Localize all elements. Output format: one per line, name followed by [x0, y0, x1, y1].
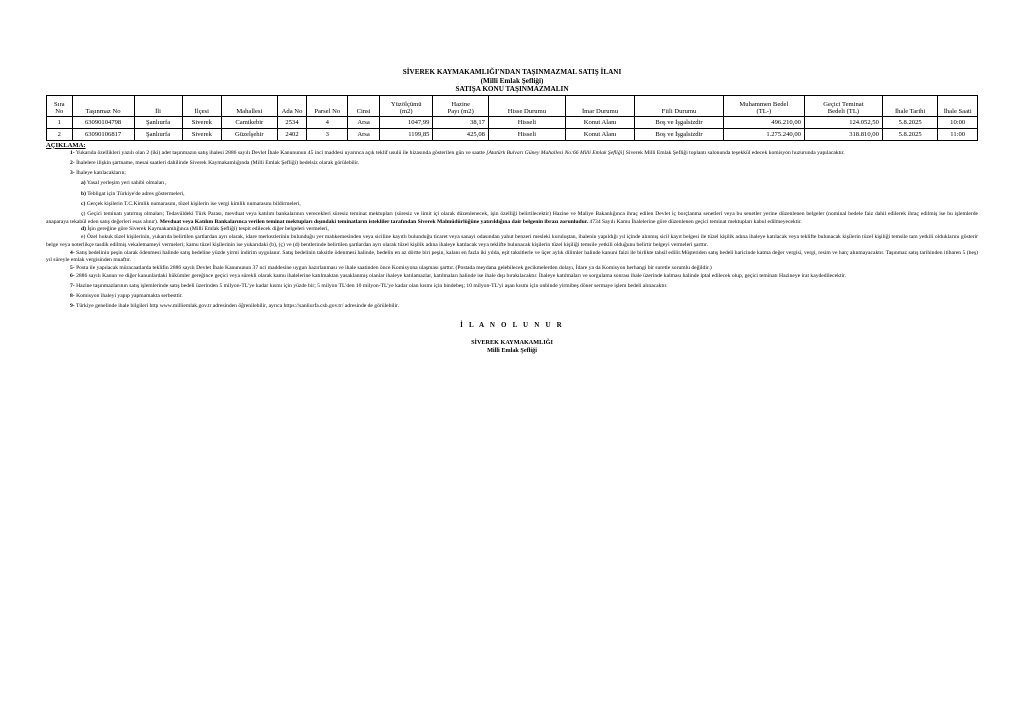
table-cell: Arsa	[348, 116, 380, 128]
column-header	[723, 95, 804, 116]
column-header-line-1: Yüzölçümü	[390, 100, 422, 108]
table-cell: 2402	[277, 128, 307, 140]
column-header-line-1	[279, 101, 306, 108]
column-header-line-2: İhale Tarihi	[894, 108, 926, 116]
column-header	[433, 95, 489, 116]
signature-block	[46, 339, 978, 355]
table-cell: Boş ve İşgalsizdir	[635, 128, 724, 140]
table-cell: Güzelşehir	[222, 128, 278, 140]
column-header-line-1: Hazine	[451, 100, 471, 108]
table-cell: 11:00	[938, 128, 978, 140]
item-8: 8- Komisyon ihaleyi yapıp yapmamakta serbesttir.	[70, 293, 183, 300]
announcement-title	[46, 68, 978, 94]
table-cell: 1047,99	[380, 116, 433, 128]
table-cell: 3	[307, 128, 348, 140]
table-body	[47, 116, 978, 140]
table-cell: Boş ve İşgalsizdir	[635, 116, 724, 128]
table-cell: 5.8.2025	[882, 128, 938, 140]
column-header	[488, 95, 565, 116]
column-header	[882, 95, 938, 116]
column-header-line-2: Fiili Durumu	[661, 108, 697, 116]
table-cell: Konut Alanı	[565, 116, 634, 128]
column-header-line-2: Mahallesi	[236, 108, 263, 116]
item-3e: e) Özel hukuk tüzel kişilerinin, yukarıda belirtilen şartlardan ayrı olarak, idare merkezlerinin bulunduğu yer mahkemesinden veya siciline kayıtlı bulunduğu ticaret veya sanayi odasından yahut benzeri mesleki kuruluştan, ihalenin yapıldığı yıl içinde alınmış sicil kayıt belgesi ile tüzel kişilik adına ihaleye katılacak veya teklifte bulunacak kişilerin tüzel kişiliği temsile tam yetkili olduklarını gösterir belge veya noterlikçe tasdik edilmiş vekaletnameyi vermeleri; kamu tüzel kişilerinin ise yukarıdaki (b), (ç) ve (d) bentlerinde belirtilen şartlardan ayrı olarak tüzel kişilik adına ihaleye katılacak veya teklifte bulunacak kişilerin tüzel kişiliği temsile yetkili olduğunu belirtir belgeyi vermeleri şarttır.	[46, 234, 978, 248]
item-7: 7- Hazine taşınmazlarının satış işlemlerinde satış bedeli üzerinden 5 milyon-TL'ye kadar kısmı için yüzde bir; 5 milyon TL'den 10 milyon-TL'ye kadar olan kısmı için bindebeş; 10 milyon-TL'yi aşan kısmı için onbinde yirmibeş döner sermaye işlem bedeli alınacaktır.	[70, 282, 668, 289]
column-header-line-2: Hisse Durumu	[507, 108, 546, 116]
table-row	[47, 116, 978, 128]
table-cell: 1.275.240,00	[723, 128, 804, 140]
signature-line-2: Milli Emlak Şefliği	[487, 346, 537, 354]
table-cell: 1199,85	[380, 128, 433, 140]
column-header-line-2: Cinsi	[356, 108, 371, 116]
item-3cc: ç) Geçici teminatı yatırmış olmaları; Tedavüldeki Türk Parası, mevduat veya katılım bankalarının verecekleri süresiz teminat mektupları (süresiz ve limit içi olarak düzenlenecek, işin özelliği belirtilecektir) Hazine ve Maliye Bakanlığınca ihraç edilen Devlet iç borçlanma senetleri veya bu senetler yerine düzenlenen belgeler (nominal bedele faiz dahil edilerek ihraç edilmiş ise bu işlemlerde anaparaya tekabül eden satış değerleri esas alınır). Mevduat veya Katılım Bankalarınca verilen teminat mektupları dışındaki teminatların istekliler tarafından Siverek Malmüdürlüğüne yatırıldığına dair belgenin ibrazı zorunludur. 4734 Sayılı Kamu İhalelerine göre düzenlenen geçici teminat mektupları kabul edilmeyecektir.	[46, 211, 978, 225]
column-header-line-1	[490, 101, 564, 108]
item-3: 3- İhaleye katılacakların;	[70, 170, 126, 177]
column-header-line-1	[74, 101, 133, 108]
column-header-line-2: Parsel No	[314, 108, 341, 116]
table-cell: 4	[307, 116, 348, 128]
table-cell: 2	[47, 128, 73, 140]
table-cell: Siverek	[182, 116, 222, 128]
table-cell: 425,08	[433, 128, 489, 140]
announcement-page	[46, 68, 978, 355]
table-cell: Konut Alanı	[565, 128, 634, 140]
property-table	[46, 95, 978, 141]
table-cell: 496.210,00	[723, 116, 804, 128]
column-header	[182, 95, 222, 116]
column-header	[47, 95, 73, 116]
column-header-line-1: Geçici Teminat	[823, 100, 864, 108]
table-cell: 63090106817	[72, 128, 134, 140]
column-header-line-2: Taşınmaz No	[85, 108, 121, 116]
item-9: 9- Türkiye genelinde ihale bilgileri http www.milliemlak.gov.tr adresinden öğrenilebilir, ayrıca https://sanliurfa.csb.gov.tr/ adresinde de görülebilir.	[70, 303, 400, 310]
column-header	[222, 95, 278, 116]
column-header-line-1	[567, 101, 633, 108]
column-header-line-2: (TL-)	[756, 108, 772, 116]
column-header-line-1: Muhammen Bedel	[739, 100, 789, 108]
column-header-line-2: İmar Durumu	[581, 108, 619, 116]
column-header	[565, 95, 634, 116]
column-header	[307, 95, 348, 116]
column-header-line-1	[223, 101, 276, 108]
item-6: 6- 2886 sayılı Kanun ve diğer kanunlardaki hükümler gereğince geçici veya sürekli olarak kamu ihalelerine katılmaktan yasaklanmış olanlar ihaleye katılamazlar, katılmaları halinde ise ihale dışı bırakılacaktır. İhaleye katılmaları ve sorgulama sonrası ihale üzerinde kalması halinde iptal edilecek olup, geçici teminatı Hazineye irat kaydedilecektir.	[70, 272, 846, 279]
table-cell: Hisseli	[488, 116, 565, 128]
table-cell: Hisseli	[488, 128, 565, 140]
table-cell: 10:00	[938, 116, 978, 128]
item-3a: a) Yasal yerleşim yeri sahibi olmaları,	[81, 180, 166, 187]
table-cell: Şanlıurfa	[134, 116, 182, 128]
item-5: 5- Posta ile yapılacak müracaatlarda teklifin 2886 sayılı Devlet İhale Kanununun 37 nci maddesine uygun hazırlanması ve ihale saatinden önce Komisyona ulaşması şarttır. (Postada meydana gelebilecek gecikmelerden dolayı, İdare ya da Komisyon herhangi bir suretle sorumlu değildir.)	[70, 264, 712, 271]
item-3d: d) İşin gereğine göre Siverek Kaymakamlığınca (Milli Emlak Şefliği) tespit edilecek diğer belgeleri vermeleri,	[81, 226, 329, 233]
column-header	[277, 95, 307, 116]
table-cell: 1	[47, 116, 73, 128]
title-line-2: (Milli Emlak Şefliği)	[480, 76, 544, 85]
item-3b: b) Tebligat için Türkiye'de adres göstermeleri,	[81, 190, 185, 197]
column-header	[380, 95, 433, 116]
column-header-line-1	[939, 101, 976, 108]
table-cell: 2534	[277, 116, 307, 128]
column-header-line-1	[884, 101, 937, 108]
aciklama-heading: AÇIKLAMA:	[46, 141, 86, 149]
signature-line-1: SİVEREK KAYMAKAMLIĞI	[471, 338, 553, 346]
item-4: 4- Satış bedelinin peşin olarak ödenmesi halinde satış bedeline yüzde yirmi indirim uygulanır. Satış bedelinin taksitle ödenmesi halinde, bedelin en az dörtte biri peşin, kalanı en fazla iki yılda, eşit taksitlerle ve üçer aylık dilimler halinde kanuni faizi ile birlikte tahsil edilir.Müşteriden satış bedeli haricinde katma değer vergisi, vergi, resim ve harç alınmayacaktır. Taşınmaz satış tarihinden itibaren 5 (beş) yıl süreyle emlak vergisinden muaftır.	[46, 249, 978, 264]
column-header-line-1	[184, 101, 221, 108]
column-header	[938, 95, 978, 116]
column-header-line-2: İlçesi	[194, 108, 209, 116]
table-cell: 63090104798	[72, 116, 134, 128]
column-header-line-1	[136, 101, 181, 108]
title-line-3: SATIŞA KONU TAŞINMAZMALIN	[455, 85, 569, 94]
column-header-line-2: İhale Saati	[943, 108, 972, 116]
column-header-line-2: İli	[155, 108, 161, 116]
table-cell: 318.810,00	[804, 128, 882, 140]
title-line-1: SİVEREK KAYMAKAMLIĞI'NDAN TAŞINMAZMAL SATIŞ İLANI	[402, 68, 622, 76]
column-header-line-2: (m2)	[399, 108, 413, 116]
column-header	[134, 95, 182, 116]
column-header	[348, 95, 380, 116]
column-header-line-2: Payı (m2)	[447, 108, 474, 116]
ilan-olunur: İ L A N O L U N U R	[460, 320, 564, 329]
table-cell: Siverek	[182, 128, 222, 140]
table-row	[47, 128, 978, 140]
column-header-line-2: Bedeli (TL)	[827, 108, 860, 116]
table-header-row	[47, 95, 978, 116]
column-header-line-1	[349, 101, 378, 108]
table-cell: 124.052,50	[804, 116, 882, 128]
table-cell: 38,17	[433, 116, 489, 128]
column-header-line-1	[636, 101, 722, 108]
column-header	[635, 95, 724, 116]
column-header-line-1	[308, 101, 346, 108]
column-header-line-2: Ada No	[281, 108, 303, 116]
item-1: 1- Yukarıda özellikleri yazılı olan 2 (iki) adet taşınmazın satış ihalesi 2886 sayılı Devlet İhale Kanununun 45 inci maddesi uyarınca açık teklif usulü ile hizasında gösterilen gün ve saatte [Atatürk Bulvarı Güney Mahallesi No:66 Milli Emlak Şefliği] Siverek Milli Emlak Şefliği toplantı salonunda teşekkül edecek komisyon huzurunda yapılacaktır.	[70, 149, 845, 156]
column-header-line-1: Sıra	[53, 100, 65, 108]
column-header-line-2: No	[55, 108, 64, 116]
table-cell: Arsa	[348, 128, 380, 140]
item-2: 2- İhalelere ilişkin şartname, mesai saatleri dahilinde Siverek Kaymakamlığında (Milli Emlak Şefliği) bedelsiz olarak görülebilir.	[70, 159, 360, 166]
table-cell: Şanlıurfa	[134, 128, 182, 140]
table-cell: Camikebir	[222, 116, 278, 128]
item-3c: c) Gerçek kişilerin T.C.Kimlik numarasını, tüzel kişilerin ise vergi kimlik numarasını bildirmeleri,	[81, 200, 301, 207]
column-header	[72, 95, 134, 116]
table-cell: 5.8.2025	[882, 116, 938, 128]
column-header	[804, 95, 882, 116]
